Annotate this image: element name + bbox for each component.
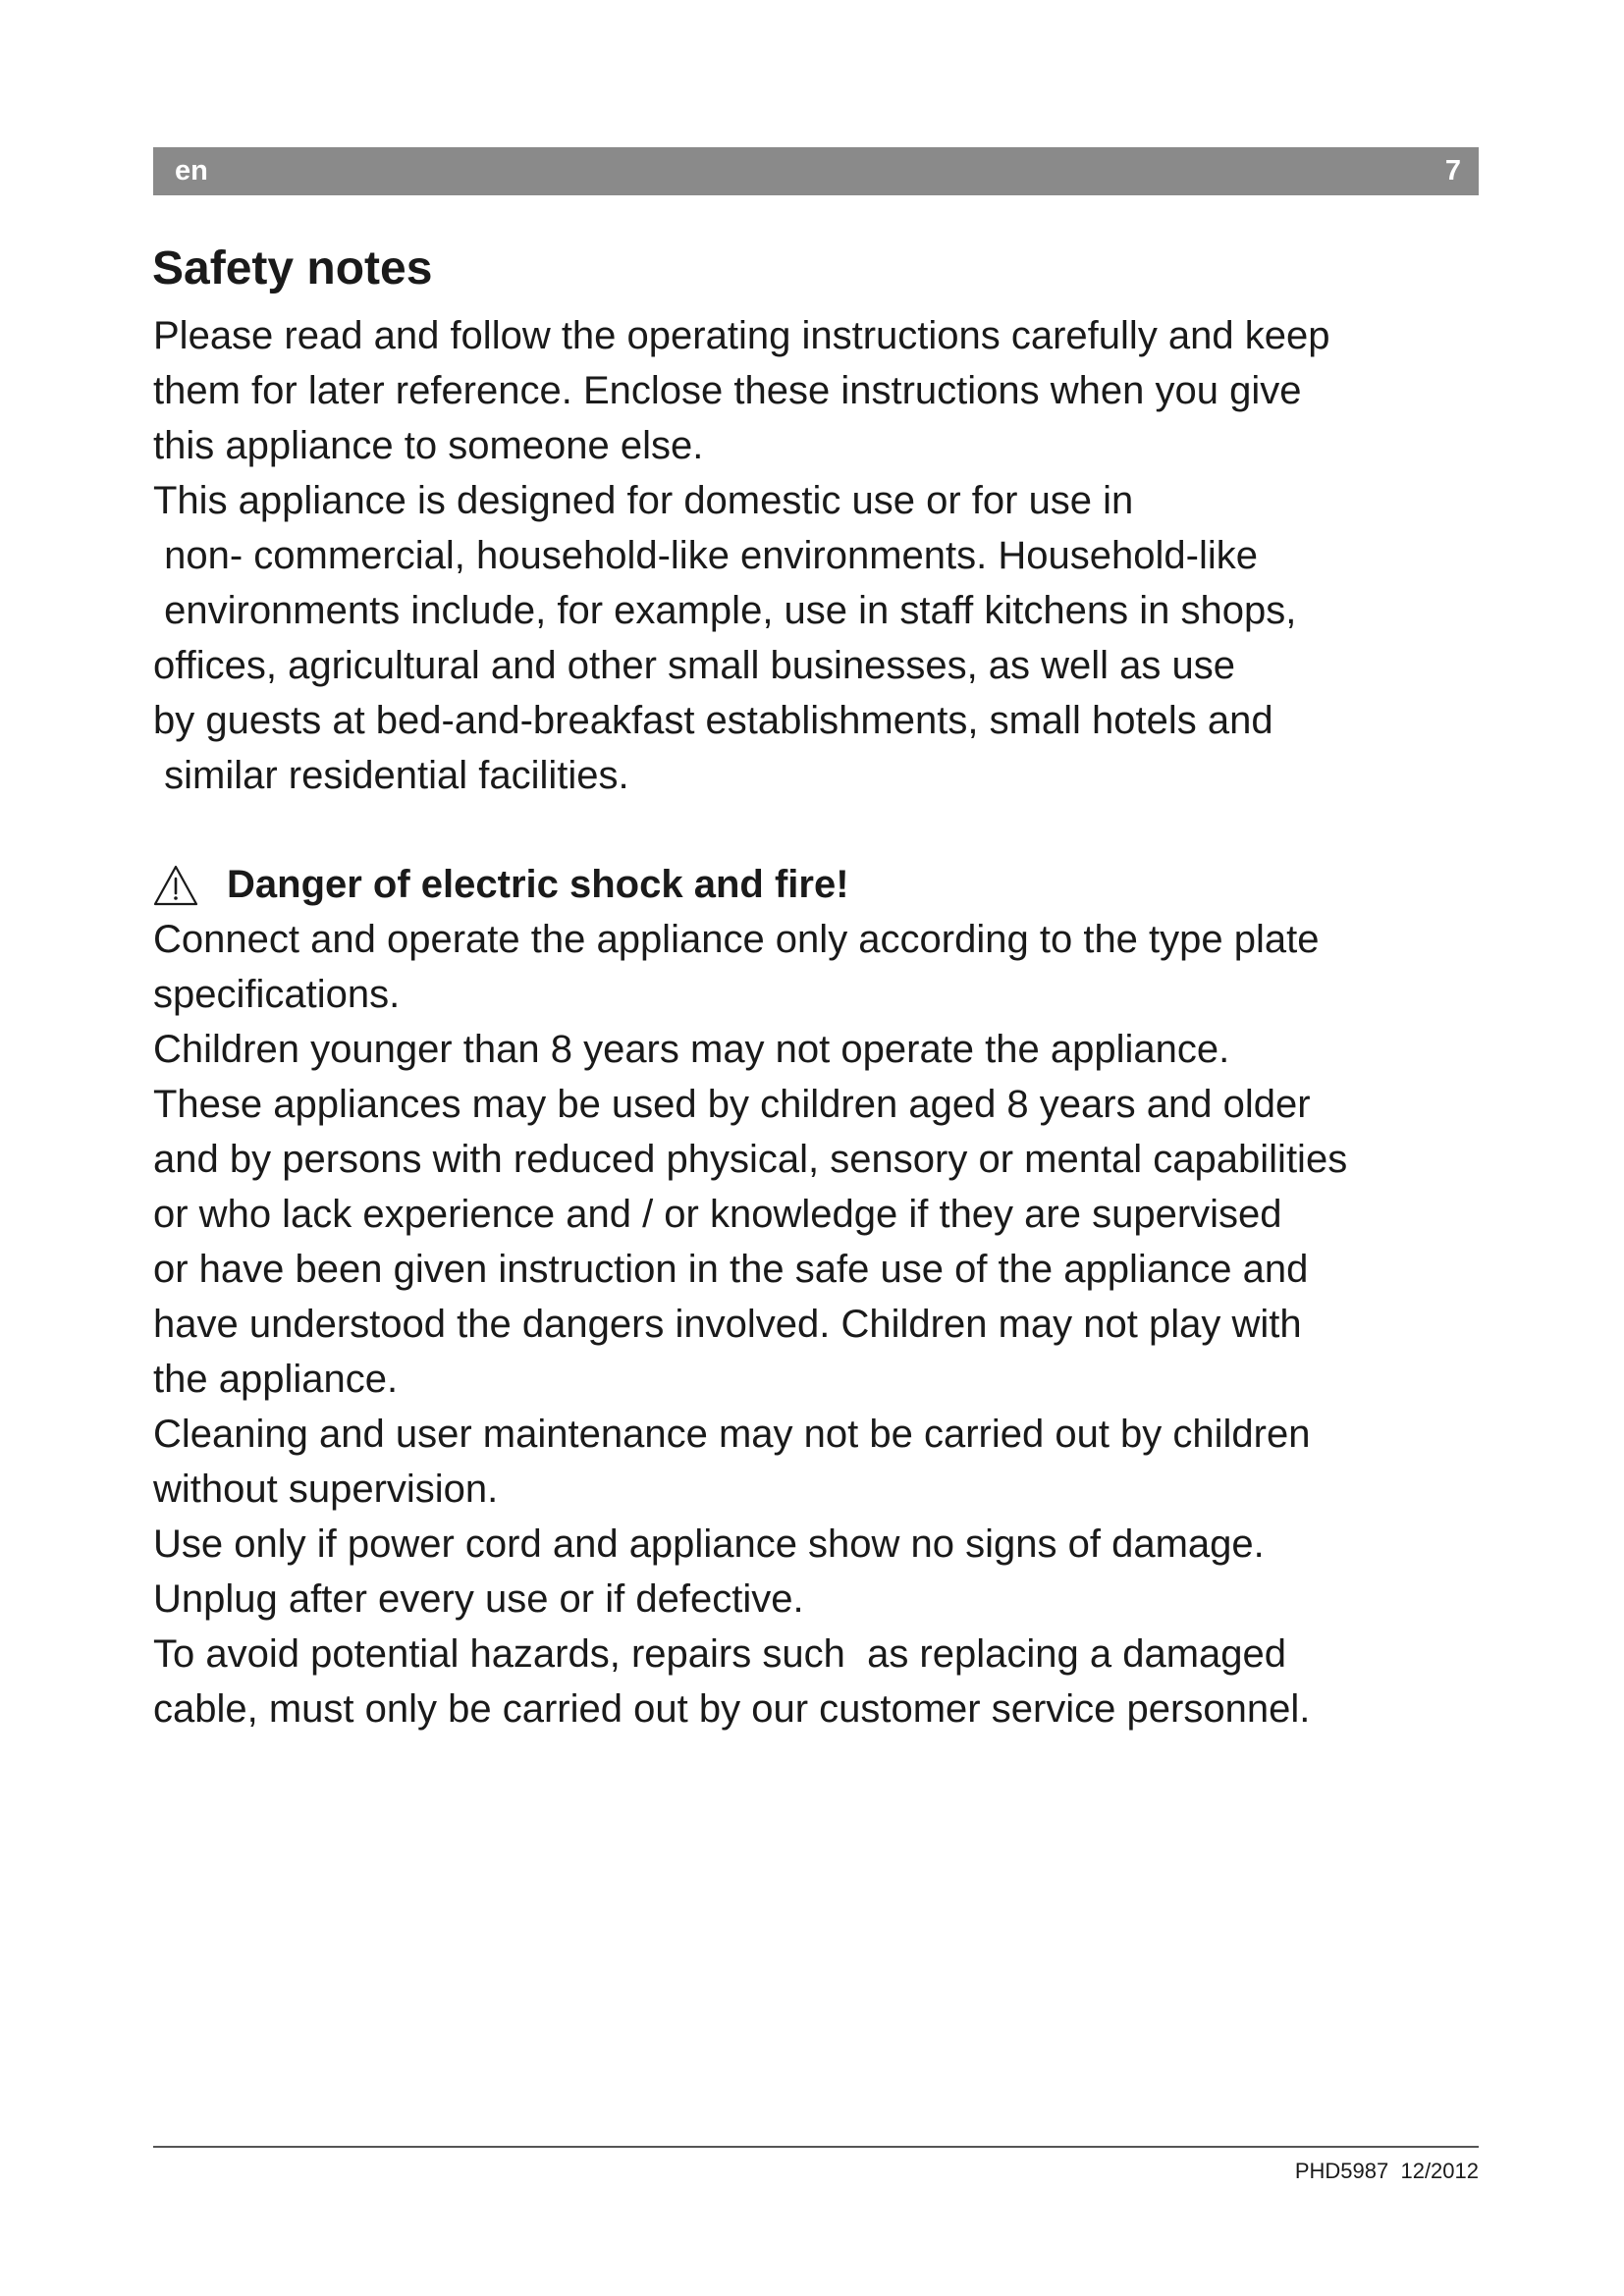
text-line: environments include, for example, use in staff kitchens in shops, <box>153 589 1297 632</box>
warning-heading-text: Danger of electric shock and fire! <box>227 863 849 906</box>
text-line: the appliance. <box>153 1358 399 1401</box>
page-title: Safety notes <box>152 242 433 294</box>
text-line: similar residential facilities. <box>153 754 629 797</box>
language-code: en <box>175 155 208 187</box>
text-line: specifications. <box>153 973 401 1016</box>
text-line: This appliance is designed for domestic use or for use in <box>153 479 1134 522</box>
text-line: cable, must only be carried out by our customer service personnel. <box>153 1687 1311 1731</box>
text-line: Cleaning and user maintenance may not be carried out by children <box>153 1413 1311 1456</box>
text-line: this appliance to someone else. <box>153 424 704 467</box>
footer-model-date: PHD5987 12/2012 <box>1294 2159 1479 2183</box>
intro-paragraph <box>153 308 1489 803</box>
text-line: have understood the dangers involved. Children may not play with <box>153 1303 1302 1346</box>
page-header-bar <box>153 147 1479 195</box>
text-line: Use only if power cord and appliance show no signs of damage. <box>153 1522 1265 1566</box>
page-number: 7 <box>1444 155 1461 187</box>
text-line: or have been given instruction in the safe use of the appliance and <box>153 1248 1309 1291</box>
danger-paragraph <box>153 912 1489 1736</box>
text-line: Children younger than 8 years may not operate the appliance. <box>153 1028 1230 1071</box>
text-line: Connect and operate the appliance only according to the type plate <box>153 918 1320 961</box>
text-line: Unplug after every use or if defective. <box>153 1577 804 1621</box>
text-line: or who lack experience and / or knowledge if they are supervised <box>153 1193 1282 1236</box>
text-line: non- commercial, household-like environments. Household-like <box>153 534 1258 577</box>
text-line: offices, agricultural and other small businesses, as well as use <box>153 644 1236 687</box>
text-line: without supervision. <box>153 1468 499 1511</box>
text-line: and by persons with reduced physical, sensory or mental capabilities <box>153 1138 1348 1181</box>
footer-divider <box>153 2146 1479 2148</box>
text-line: them for later reference. Enclose these instructions when you give <box>153 369 1302 412</box>
text-line: These appliances may be used by children aged 8 years and older <box>153 1083 1311 1126</box>
text-line: To avoid potential hazards, repairs such as replacing a damaged <box>153 1632 1287 1676</box>
text-line: by guests at bed-and-breakfast establishments, small hotels and <box>153 699 1273 742</box>
text-line: Please read and follow the operating instructions carefully and keep <box>153 314 1330 357</box>
warning-triangle-icon <box>153 865 198 906</box>
